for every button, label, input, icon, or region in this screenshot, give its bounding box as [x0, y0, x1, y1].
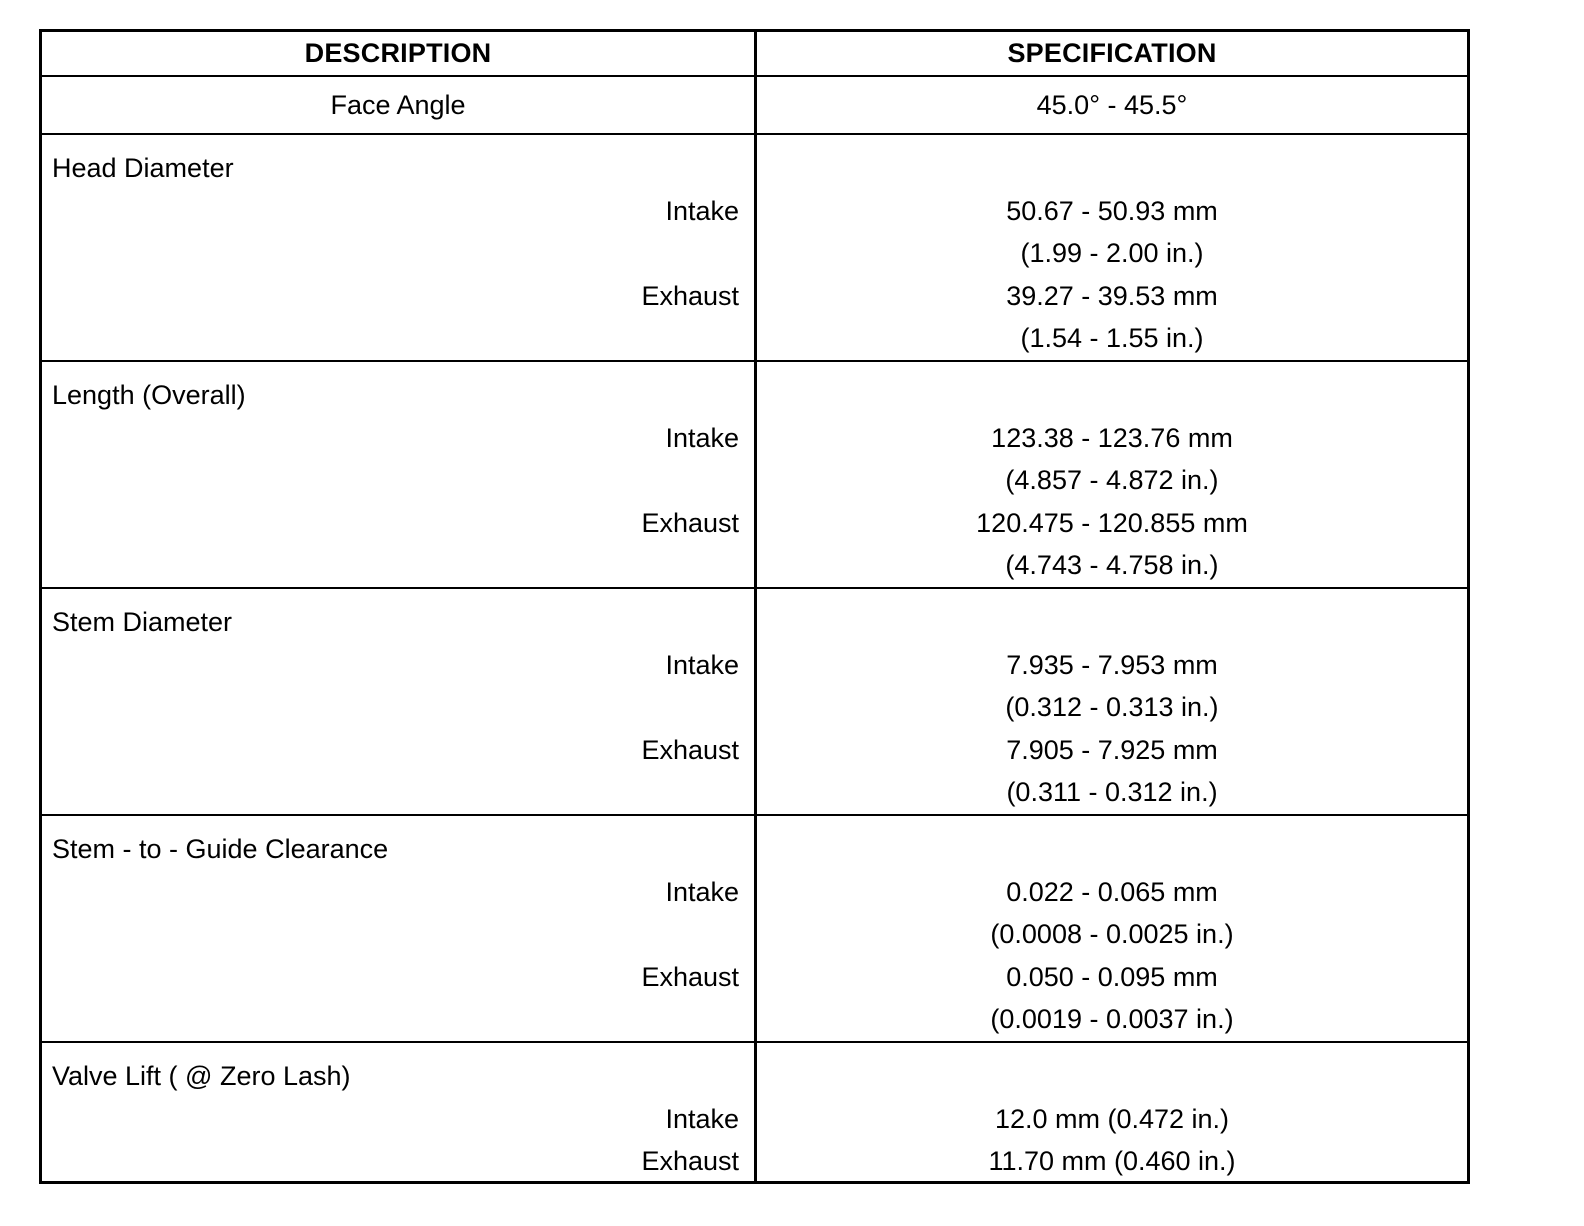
- spec-value: (0.0008 - 0.0025 in.): [990, 919, 1234, 949]
- spec-value: (0.0019 - 0.0037 in.): [990, 1004, 1234, 1034]
- group-title: Stem - to - Guide Clearance: [52, 834, 389, 864]
- spec-value: 120.475 - 120.855 mm: [976, 507, 1248, 538]
- sub-label: Intake: [665, 649, 739, 680]
- spec-value: [757, 153, 1467, 196]
- sub-label: [42, 607, 754, 650]
- sub-label: [42, 550, 754, 593]
- sub-label: [42, 692, 754, 735]
- spec-value: 11.70 mm (0.460 in.): [988, 1146, 1236, 1176]
- sub-label: Exhaust: [641, 961, 739, 992]
- sub-label: [42, 1004, 754, 1047]
- sub-label: Exhaust: [641, 1146, 739, 1176]
- sub-label: [42, 153, 754, 196]
- spec-value: 50.67 - 50.93 mm: [1006, 195, 1218, 226]
- table-row-group: [42, 135, 1467, 362]
- spec-value: [757, 1061, 1467, 1104]
- group-title: Head Diameter: [52, 153, 234, 183]
- spec-value: (0.311 - 0.312 in.): [1006, 777, 1218, 807]
- sub-label: [42, 238, 754, 281]
- spec-value: 7.905 - 7.925 mm: [1006, 734, 1218, 765]
- spec-value: 123.38 - 123.76 mm: [991, 422, 1233, 453]
- sub-label: Intake: [665, 876, 739, 907]
- table-row-group: [42, 1043, 1467, 1181]
- sub-label: Exhaust: [641, 734, 739, 765]
- column-header-description: DESCRIPTION: [304, 38, 492, 68]
- face-angle-value: 45.0° - 45.5°: [1036, 89, 1188, 120]
- sub-label: [42, 834, 754, 877]
- sub-label: [42, 380, 754, 423]
- sub-label: Intake: [665, 195, 739, 226]
- spec-value: [757, 834, 1467, 877]
- sub-label: Exhaust: [641, 507, 739, 538]
- spec-value: (4.857 - 4.872 in.): [1005, 465, 1219, 495]
- spec-value: 0.050 - 0.095 mm: [1006, 961, 1218, 992]
- table-row-face-angle: [42, 77, 1467, 135]
- spec-value: (1.99 - 2.00 in.): [1020, 238, 1204, 268]
- group-title: Valve Lift ( @ Zero Lash): [52, 1061, 351, 1091]
- table-row-group: [42, 589, 1467, 816]
- sub-label: Intake: [665, 422, 739, 453]
- spec-value: [757, 607, 1467, 650]
- spec-value: (1.54 - 1.55 in.): [1020, 323, 1204, 353]
- spec-value: 0.022 - 0.065 mm: [1006, 876, 1218, 907]
- table-row-group: [42, 816, 1467, 1043]
- spec-value: (0.312 - 0.313 in.): [1005, 692, 1219, 722]
- spec-value: (4.743 - 4.758 in.): [1005, 550, 1219, 580]
- group-title: Length (Overall): [52, 380, 246, 410]
- sub-label: Exhaust: [641, 280, 739, 311]
- sub-label: [42, 465, 754, 508]
- group-title: Stem Diameter: [52, 607, 233, 637]
- spec-value: 7.935 - 7.953 mm: [1006, 649, 1218, 680]
- valve-spec-table: [39, 29, 1470, 1184]
- spec-value: [757, 380, 1467, 423]
- table-row-group: [42, 362, 1467, 589]
- column-header-specification: SPECIFICATION: [1007, 38, 1217, 68]
- sub-label: Intake: [665, 1103, 739, 1134]
- face-angle-label: Face Angle: [330, 89, 466, 120]
- sub-label: [42, 777, 754, 820]
- sub-label: [42, 919, 754, 962]
- spec-value: 12.0 mm (0.472 in.): [994, 1103, 1230, 1134]
- sub-label: [42, 323, 754, 366]
- spec-value: 39.27 - 39.53 mm: [1006, 280, 1218, 311]
- table-header-row: [42, 32, 1467, 77]
- sub-label: [42, 1061, 754, 1104]
